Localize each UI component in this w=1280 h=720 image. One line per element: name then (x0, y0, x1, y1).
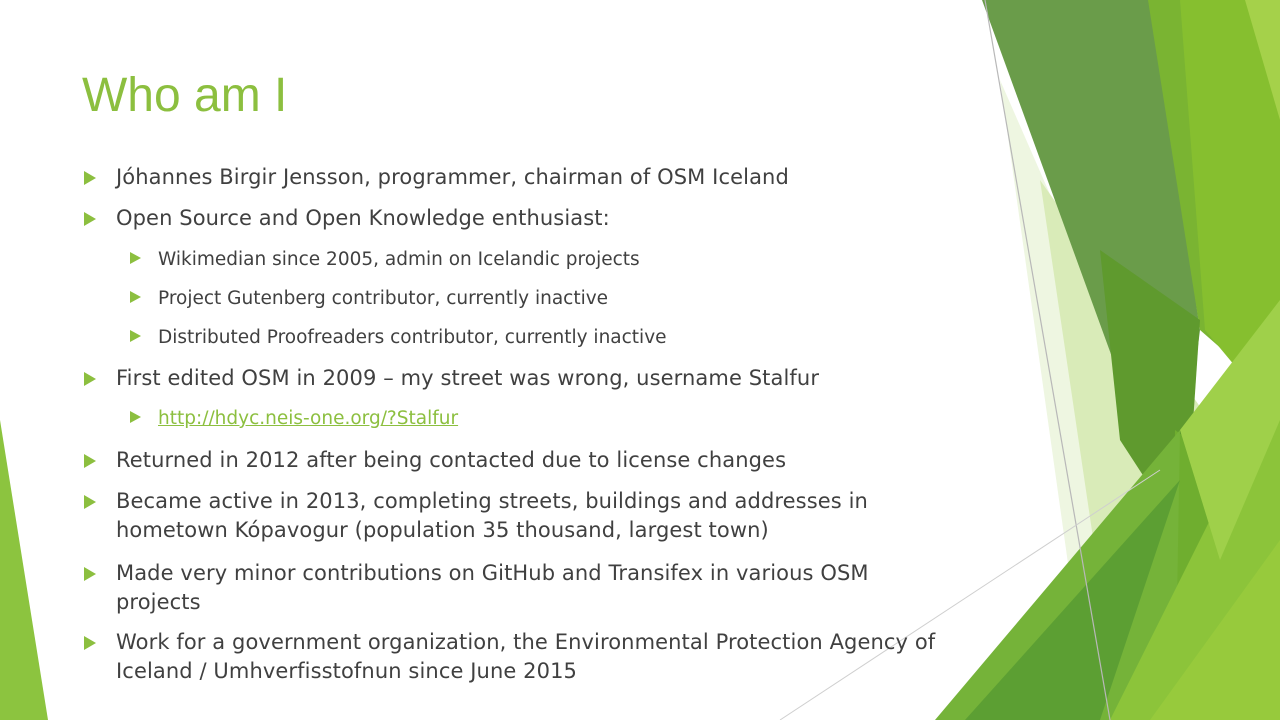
bullet-arrow-icon (84, 567, 96, 581)
sub-bullet-text: Project Gutenberg contributor, currently inactive (158, 288, 609, 309)
bullet-text-line: Made very minor contributions on GitHub and Transifex in various OSM (116, 561, 869, 585)
bullet-arrow-icon (84, 372, 96, 386)
slide-title: Who am I (82, 69, 288, 122)
bullet-arrow-icon (130, 330, 141, 342)
bullet-item (84, 487, 964, 545)
sub-bullet-item (130, 284, 950, 313)
bullet-item (84, 446, 964, 475)
bullet-arrow-icon (84, 171, 96, 185)
bullet-arrow-icon (130, 252, 141, 264)
bullet-text: Open Source and Open Knowledge enthusiast: (116, 206, 610, 230)
bullet-text: Jóhannes Birgir Jensson, programmer, chairman of OSM Iceland (116, 165, 789, 189)
bullet-text: Returned in 2012 after being contacted due to license changes (116, 448, 787, 472)
bullet-text: First edited OSM in 2009 – my street was wrong, username Stalfur (116, 366, 820, 390)
bullet-arrow-icon (84, 636, 96, 650)
bullet-arrow-icon (130, 411, 141, 423)
sub-bullet-item (130, 323, 950, 352)
bullet-item (84, 163, 964, 192)
bullet-item (84, 364, 964, 393)
bullet-text-line: Work for a government organization, the Environmental Protection Agency of (116, 630, 936, 654)
bullet-text-line: projects (116, 590, 201, 614)
bullet-item (84, 559, 964, 617)
bullet-arrow-icon (84, 212, 96, 226)
bullet-text (116, 487, 964, 545)
bullet-text-line: Became active in 2013, completing streets, buildings and addresses in (116, 489, 868, 513)
bullet-arrow-icon (130, 291, 141, 303)
bullet-item (84, 204, 964, 233)
hdyc-profile-link[interactable]: http://hdyc.neis-one.org/?Stalfur (158, 408, 459, 429)
bullet-text-line: Iceland / Umhverfisstofnun since June 2015 (116, 659, 578, 683)
sub-bullet-text: Distributed Proofreaders contributor, currently inactive (158, 327, 667, 348)
sub-bullet-item (130, 245, 950, 274)
bullet-arrow-icon (84, 495, 96, 509)
bullet-text (116, 628, 964, 686)
bullet-arrow-icon (84, 454, 96, 468)
bullet-item (84, 628, 964, 686)
bullet-text (116, 559, 964, 617)
bullet-text-line: hometown Kópavogur (population 35 thousand, largest town) (116, 518, 769, 542)
sub-bullet-item (130, 404, 950, 433)
sub-bullet-text: Wikimedian since 2005, admin on Icelandic projects (158, 249, 640, 270)
